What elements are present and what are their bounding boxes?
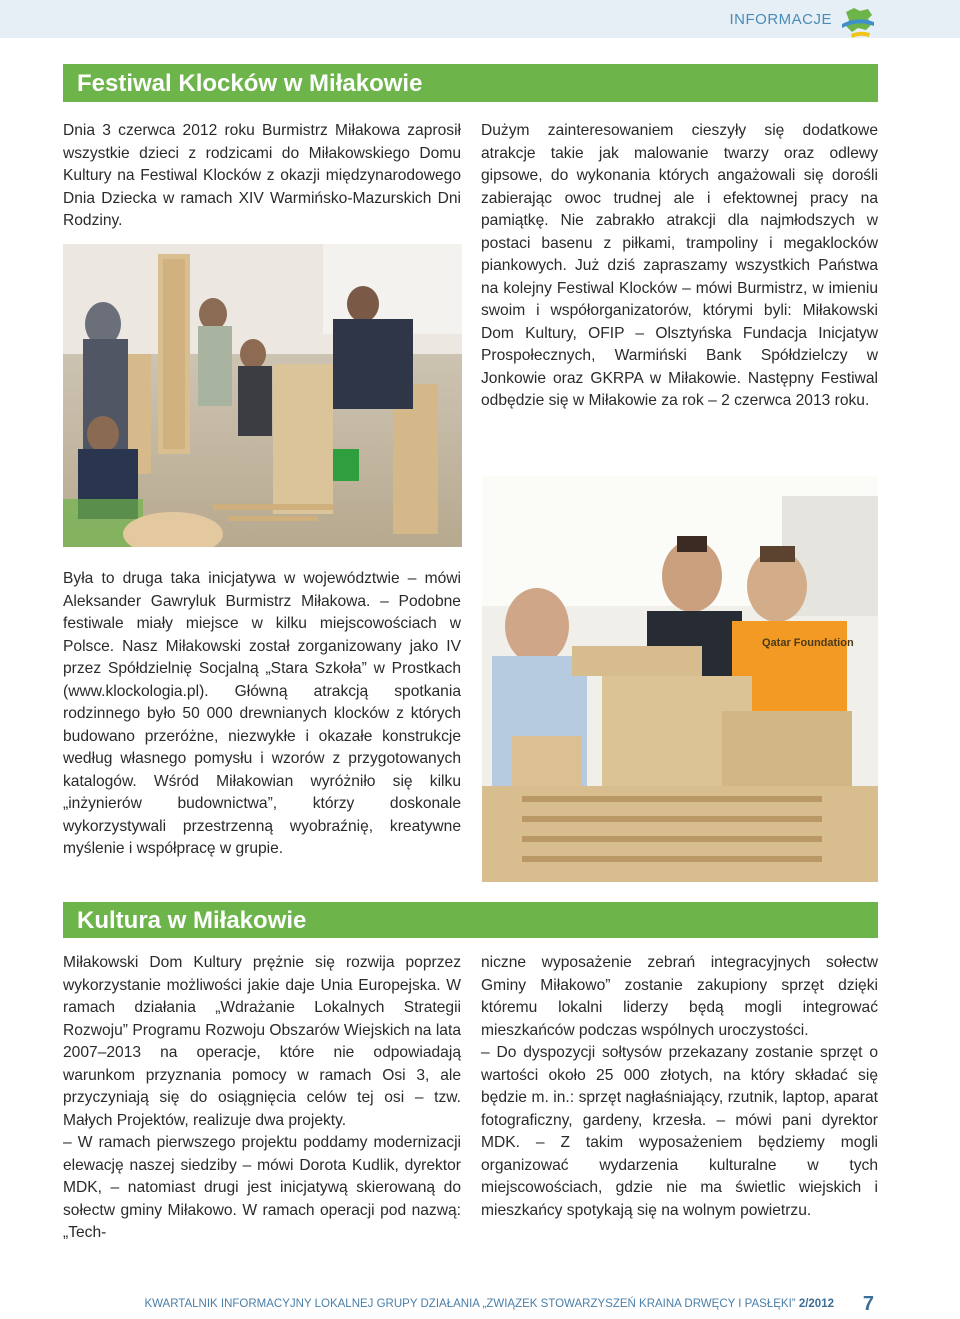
shirt-text: Qatar Foundation <box>762 637 854 649</box>
section-title: Festiwal Klocków w Miłakowie <box>77 70 423 97</box>
section-title-bar <box>63 64 878 102</box>
page-number: 7 <box>862 1293 874 1315</box>
left-column-text: Była to druga taka inicjatywa w województwie – mówi Aleksander Gawryluk Burmistrz Miłakowa. – Podobne festiwale miały miejsce w kilku miejscowościach w Polsce. Nasz Miłakowski został zorganizowany jako IV przez Spółdzielnię Socjalną „Stara Szkoła” w Prostkach (www.klockologia.pl). Główną atrakcją spotkania rodzinnego było 50 000 drewnianych klocków z których budowano przeróżne, niezwykłe i okazałe konstrukcje według własnego pomysłu i wzorów z przygotowanych katalogów. Wśród Miłakowian wyróżniło się kilku „inżynierów budownictwa”, którzy doskonale wykorzystywali przestrzenną wyobraźnię, kreatywne myślenie i współpracę w grupie. <box>63 570 461 857</box>
region-map-logo-icon <box>838 2 878 42</box>
culture-right-column: niczne wyposażenie zebrań integracyjnych sołectw Gminy Miłakowo” zostanie zakupiony sprzęt dzięki któremu lokalni liderzy będą mogli integrować mieszkańców podczas wspólnych uroczystości. – Do dyspozycji sołtysów przekazany zostanie sprzęt o wartości około 25 000 złotych, na który składać się będzie m. in.: sprzęt nagłaśniający, rzutnik, laptop, aparat fotograficzny, gardeny, krzesła. – mówi pani dyrektor MDK. – Z takim wyposażeniem będziemy mogli organizować wydarzenia kulturalne w tych miejscowościach, gdzie nie ma świetlic wiejskich i mieszkańcy spotykają się na wolnym powietrzu. <box>481 954 878 1219</box>
festival-photo-crowd <box>63 244 462 547</box>
header-section-label: INFORMACJE <box>729 11 832 28</box>
intro-paragraph: Dnia 3 czerwca 2012 roku Burmistrz Miłakowa zaprosił wszystkie dzieci z rodzicami do Miłakowskiego Domu Kultury na Festiwal Klocków z okazji międzynarodowego Dnia Dziecka w ramach XIV Warmińsko-Mazurskich Dni Rodziny. <box>63 122 461 229</box>
page-footer <box>0 1293 960 1319</box>
festival-photo-boys <box>482 476 878 882</box>
section-title-bar-culture <box>63 902 878 938</box>
culture-left-column: Miłakowski Dom Kultury prężnie się rozwija poprzez wykorzystanie możliwości jakie daje Unia Europejska. W ramach działania „Wdrażanie Lokalnych Strategii Rozwoju” Programu Rozwoju Obszarów Wiejskich na lata 2007–2013 na operacje, które nie odpowiadają warunkom przyznania pomocy w ramach Osi 3, ale przyczyniają się do osiągnięcia celów tej osi – tzw. Małych Projektów, realizuje dwa projekty. – W ramach pierwszego projektu poddamy modernizacji elewację naszej siedziby – mówi Dorota Kudlik, dyrektor MDK, – natomiast drugi jest inicjatywą skierowaną do sołectw gminy Miłakowo. W ramach operacji pod nazwą: „Tech- <box>63 954 461 1241</box>
footer-publication: KWARTALNIK INFORMACYJNY LOKALNEJ GRUPY DZIAŁANIA „ZWIĄZEK STOWARZYSZEŃ KRAINA DRWĘCY I PASŁĘKI” <box>144 1298 796 1310</box>
footer-issue: 2/2012 <box>798 1298 834 1310</box>
section-title-culture: Kultura w Miłakowie <box>77 907 307 934</box>
right-column-text: Dużym zainteresowaniem cieszyły się dodatkowe atrakcje takie jak malowanie twarzy oraz odlewy gipsowe, do wykonania których angażowali się dorośli zabierając owoc trudnej ale i efektownej pracy na pamiątkę. Nie zabrakło atrakcji dla najmłodszych w postaci basenu z piłkami, trampoliny i megaklocków piankowych. Już dziś zapraszamy wszystkich Państwa na kolejny Festiwal Klocków – mówi Burmistrz, w imieniu swoim i współorganizatorów, którymi byli: Miłakowski Dom Kultury, OFIP – Olsztyńska Fundacja Inicjatyw Prospołecznych, Warmiński Bank Spółdzielczy w Jonkowie oraz GKRPA w Miłakowie. Następny Festiwal odbędzie się w Miłakowie za rok – 2 czerwca 2013 roku. <box>481 122 878 409</box>
